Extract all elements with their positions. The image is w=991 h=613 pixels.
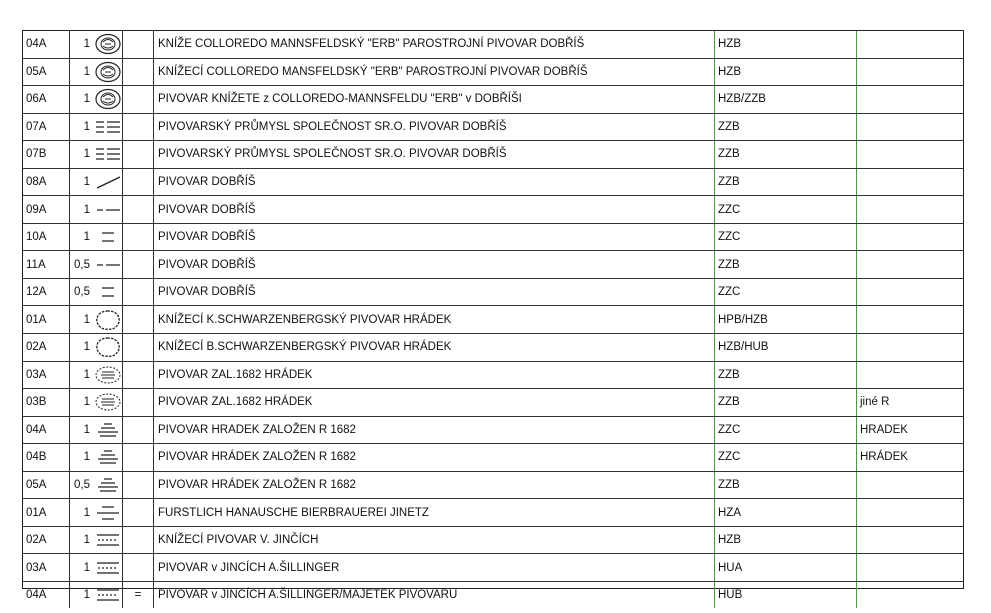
item-description: KNÍŽECÍ B.SCHWARZENBERGSKÝ PIVOVAR HRÁDEK	[154, 334, 715, 362]
item-mark	[123, 31, 154, 58]
item-mark	[123, 223, 154, 251]
item-type: HPB/HZB	[715, 306, 857, 334]
item-mark	[123, 554, 154, 582]
stacked-lines-icon	[92, 471, 123, 499]
item-quantity: 1	[70, 444, 93, 472]
dash-line-icon	[92, 196, 123, 224]
item-description: PIVOVAR HRADEK ZALOŽEN R 1682	[154, 416, 715, 444]
item-code: 03B	[23, 389, 70, 417]
item-note	[857, 334, 964, 362]
item-quantity: 1	[70, 334, 93, 362]
item-mark	[123, 251, 154, 279]
table-row	[23, 444, 963, 472]
inventory-sheet	[22, 30, 964, 602]
item-mark	[123, 444, 154, 472]
item-type: HUA	[715, 554, 857, 582]
table-row	[23, 361, 963, 389]
item-description: PIVOVAR ZAL.1682 HRÁDEK	[154, 361, 715, 389]
item-type: HZB	[715, 526, 857, 554]
table-row	[23, 196, 963, 224]
two-lines-icon	[92, 278, 123, 306]
item-type: ZZB	[715, 389, 857, 417]
table-row	[23, 58, 963, 86]
item-code: 05A	[23, 58, 70, 86]
item-code: 04A	[23, 416, 70, 444]
item-note	[857, 471, 964, 499]
item-quantity: 1	[70, 361, 93, 389]
item-quantity: 0,5	[70, 251, 93, 279]
item-type: HZA	[715, 499, 857, 527]
item-code: 03A	[23, 554, 70, 582]
item-code: 12A	[23, 278, 70, 306]
item-note	[857, 581, 964, 608]
item-mark	[123, 526, 154, 554]
item-code: 04A	[23, 31, 70, 58]
item-mark	[123, 278, 154, 306]
table-row	[23, 499, 963, 527]
table-row	[23, 334, 963, 362]
item-type: ZZB	[715, 141, 857, 169]
item-mark	[123, 196, 154, 224]
item-code: 02A	[23, 526, 70, 554]
crest-icon	[92, 31, 123, 58]
item-quantity: 1	[70, 168, 93, 196]
item-description: PIVOVAR HRÁDEK ZALOŽEN R 1682	[154, 444, 715, 472]
item-mark	[123, 306, 154, 334]
diagonal-line-icon	[92, 168, 123, 196]
item-type: ZZB	[715, 168, 857, 196]
item-type: ZZC	[715, 223, 857, 251]
item-type: ZZC	[715, 416, 857, 444]
table-row	[23, 416, 963, 444]
item-code: 07B	[23, 141, 70, 169]
item-quantity: 1	[70, 113, 93, 141]
item-quantity: 1	[70, 526, 93, 554]
table-row	[23, 141, 963, 169]
stacked-lines-icon	[92, 444, 123, 472]
item-type: HUB	[715, 581, 857, 608]
item-description: PIVOVARSKÝ PRŮMYSL SPOLEČNOST SR.O. PIVOVAR DOBŘÍŠ	[154, 113, 715, 141]
item-code: 03A	[23, 361, 70, 389]
item-description: PIVOVAR DOBŘÍŠ	[154, 278, 715, 306]
table-row	[23, 251, 963, 279]
item-code: 04B	[23, 444, 70, 472]
item-quantity: 1	[70, 499, 93, 527]
item-code: 02A	[23, 334, 70, 362]
item-note	[857, 499, 964, 527]
table-row	[23, 389, 963, 417]
item-note: HRADEK	[857, 416, 964, 444]
item-note	[857, 526, 964, 554]
crest-icon	[92, 58, 123, 86]
wreath-icon	[92, 306, 123, 334]
item-description: KNÍŽE COLLOREDO MANNSFELDSKÝ "ERB" PAROSTROJNÍ PIVOVAR DOBŘÍŠ	[154, 31, 715, 58]
item-description: KNÍŽECÍ COLLOREDO MANSFELDSKÝ "ERB" PAROSTROJNÍ PIVOVAR DOBŘÍŠ	[154, 58, 715, 86]
inventory-table	[23, 31, 963, 608]
item-quantity: 1	[70, 554, 93, 582]
crest-icon	[92, 86, 123, 114]
item-quantity: 1	[70, 223, 93, 251]
oval-icon	[92, 361, 123, 389]
item-type: ZZB	[715, 361, 857, 389]
item-code: 04A	[23, 581, 70, 608]
item-mark	[123, 499, 154, 527]
item-mark	[123, 361, 154, 389]
item-quantity: 1	[70, 306, 93, 334]
item-description: PIVOVAR v JINCÍCH A.ŠILLINGER/MAJETEK PIVOVARU	[154, 581, 715, 608]
stacked-lines-icon	[92, 416, 123, 444]
three-lines-icon	[92, 499, 123, 527]
double-lines-icon	[92, 141, 123, 169]
two-lines-icon	[92, 223, 123, 251]
item-note	[857, 554, 964, 582]
item-quantity: 1	[70, 86, 93, 114]
table-row	[23, 278, 963, 306]
item-quantity: 0,5	[70, 471, 93, 499]
item-mark	[123, 416, 154, 444]
item-type: HZB/ZZB	[715, 86, 857, 114]
item-type: ZZB	[715, 113, 857, 141]
item-mark: =	[123, 581, 154, 608]
item-type: ZZC	[715, 196, 857, 224]
item-code: 01A	[23, 499, 70, 527]
wreath-icon	[92, 334, 123, 362]
item-code: 07A	[23, 113, 70, 141]
item-type: ZZC	[715, 444, 857, 472]
item-mark	[123, 58, 154, 86]
item-type: ZZC	[715, 278, 857, 306]
item-note	[857, 31, 964, 58]
inventory-rows	[23, 31, 963, 608]
dotted-lines-icon	[92, 581, 123, 608]
item-note	[857, 223, 964, 251]
oval-icon	[92, 389, 123, 417]
table-row	[23, 554, 963, 582]
table-row	[23, 168, 963, 196]
item-mark	[123, 389, 154, 417]
item-code: 10A	[23, 223, 70, 251]
item-note	[857, 361, 964, 389]
item-quantity: 1	[70, 58, 93, 86]
item-type: HZB	[715, 31, 857, 58]
item-quantity: 1	[70, 196, 93, 224]
item-code: 09A	[23, 196, 70, 224]
item-quantity: 0,5	[70, 278, 93, 306]
table-row	[23, 526, 963, 554]
item-type: HZB/HUB	[715, 334, 857, 362]
item-description: PIVOVAR v JINCÍCH A.ŠILLINGER	[154, 554, 715, 582]
table-row	[23, 113, 963, 141]
item-description: PIVOVAR HRÁDEK ZALOŽEN R 1682	[154, 471, 715, 499]
dotted-lines-icon	[92, 526, 123, 554]
item-note	[857, 86, 964, 114]
item-description: PIVOVAR DOBŘÍŠ	[154, 168, 715, 196]
item-note	[857, 278, 964, 306]
item-description: PIVOVAR ZAL.1682 HRÁDEK	[154, 389, 715, 417]
item-code: 01A	[23, 306, 70, 334]
item-note	[857, 196, 964, 224]
item-note: HRÁDEK	[857, 444, 964, 472]
item-note	[857, 306, 964, 334]
table-row	[23, 471, 963, 499]
item-note	[857, 168, 964, 196]
item-type: HZB	[715, 58, 857, 86]
table-row	[23, 306, 963, 334]
item-type: ZZB	[715, 471, 857, 499]
item-code: 08A	[23, 168, 70, 196]
item-description: PIVOVAR DOBŘÍŠ	[154, 251, 715, 279]
item-description: PIVOVAR DOBŘÍŠ	[154, 196, 715, 224]
item-code: 11A	[23, 251, 70, 279]
item-quantity: 1	[70, 389, 93, 417]
item-note: jiné R	[857, 389, 964, 417]
item-description: PIVOVARSKÝ PRŮMYSL SPOLEČNOST SR.O. PIVOVAR DOBŘÍŠ	[154, 141, 715, 169]
item-code: 06A	[23, 86, 70, 114]
item-note	[857, 251, 964, 279]
item-type: ZZB	[715, 251, 857, 279]
table-row	[23, 223, 963, 251]
table-row	[23, 581, 963, 608]
item-mark	[123, 471, 154, 499]
item-quantity: 1	[70, 141, 93, 169]
item-mark	[123, 334, 154, 362]
double-lines-icon	[92, 113, 123, 141]
item-description: FURSTLICH HANAUSCHE BIERBRAUEREI JINETZ	[154, 499, 715, 527]
item-description: KNÍŽECÍ K.SCHWARZENBERGSKÝ PIVOVAR HRÁDEK	[154, 306, 715, 334]
dotted-lines-icon	[92, 554, 123, 582]
item-note	[857, 58, 964, 86]
item-code: 05A	[23, 471, 70, 499]
item-note	[857, 113, 964, 141]
table-row	[23, 31, 963, 58]
item-description: KNÍŽECÍ PIVOVAR V. JINČÍCH	[154, 526, 715, 554]
item-quantity: 1	[83, 589, 90, 602]
item-quantity: 1	[70, 31, 93, 58]
item-mark	[123, 168, 154, 196]
item-mark	[123, 113, 154, 141]
dash-line-icon	[92, 251, 123, 279]
item-quantity: 1	[70, 416, 93, 444]
item-note	[857, 141, 964, 169]
item-mark	[123, 141, 154, 169]
item-description: PIVOVAR KNÍŽETE z COLLOREDO-MANNSFELDU "ERB" v DOBŘÍŠI	[154, 86, 715, 114]
item-description: PIVOVAR DOBŘÍŠ	[154, 223, 715, 251]
table-row	[23, 86, 963, 114]
item-mark	[123, 86, 154, 114]
